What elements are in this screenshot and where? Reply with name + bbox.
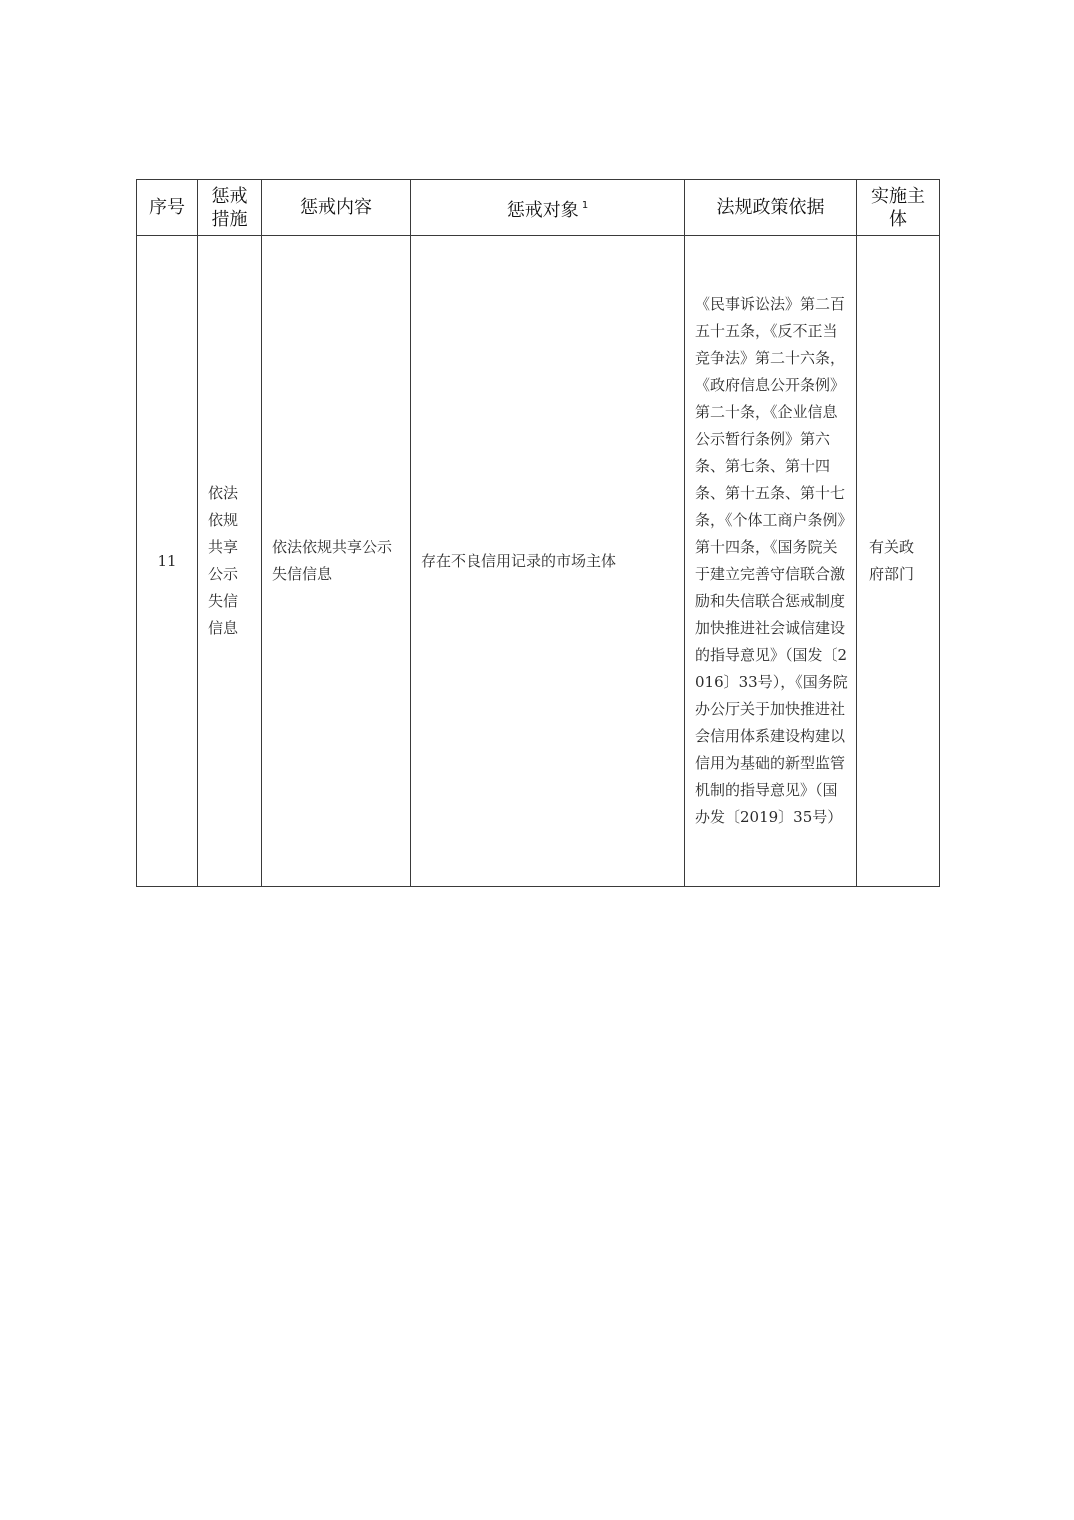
table-header — [137, 180, 940, 236]
footnote-marker: 1 — [581, 199, 589, 211]
header-basis: 法规政策依据 — [685, 180, 857, 236]
cell-subject: 有关政府部门 — [857, 236, 940, 887]
cell-measure: 依法 依规 共享 公示 失信 信息 — [198, 236, 262, 887]
table-body — [137, 236, 940, 887]
cell-seq: 11 — [137, 236, 198, 887]
header-target — [411, 180, 685, 236]
header-target-label: 惩戒对象 — [506, 199, 579, 221]
punishment-measures-table — [136, 179, 940, 887]
cell-content: 依法依规共享公示失信信息 — [262, 236, 411, 887]
cell-target: 存在不良信用记录的市场主体 — [411, 236, 685, 887]
header-content: 惩戒内容 — [262, 180, 411, 236]
header-measure: 惩戒措施 — [198, 180, 262, 236]
table-row — [137, 236, 940, 887]
header-subject: 实施主体 — [857, 180, 940, 236]
cell-basis: 《民事诉讼法》第二百五十五条，《反不正当竞争法》第二十六条，《政府信息公开条例》第二十条，《企业信息公示暂行条例》第六条、第七条、第十四条、第十五条、第十七条，《个体工商户条例》第十四条，《国务院关于建立完善守信联合激励和失信联合惩戒制度加快推进社会诚信建设的指导意见》（国发〔2016〕33号），《国务院办公厅关于加快推进社会信用体系建设构建以信用为基础的新型监管机制的指导意见》（国办发〔2019〕35号） — [685, 236, 857, 887]
header-seq: 序号 — [137, 180, 198, 236]
header-row — [137, 180, 940, 236]
